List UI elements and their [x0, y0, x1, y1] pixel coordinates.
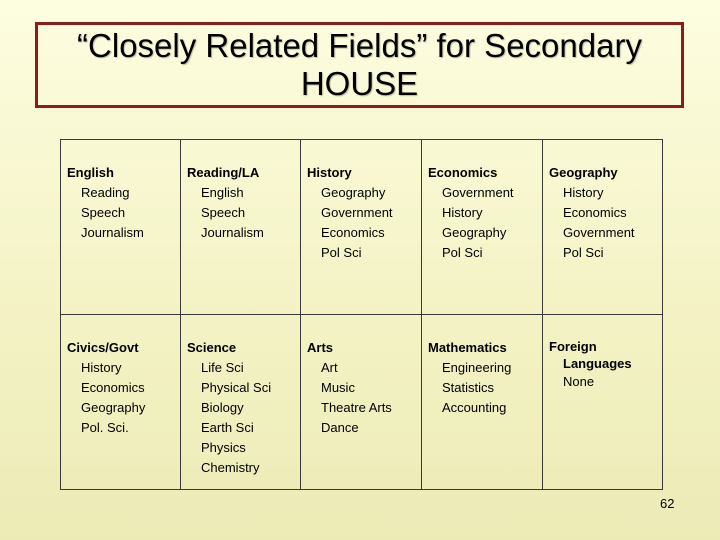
related-field: Earth Sci: [201, 420, 254, 435]
related-field: Geography: [81, 400, 146, 415]
table-cell: [301, 140, 422, 315]
table-cell: [181, 315, 301, 490]
related-field: Economics: [81, 380, 145, 395]
field-heading: Science: [187, 340, 237, 355]
fields-table: [60, 139, 663, 490]
field-heading: Civics/Govt: [67, 340, 139, 355]
table-cell: [301, 315, 422, 490]
field-heading: Economics: [428, 165, 498, 180]
related-field: None: [563, 374, 595, 389]
related-field: Government: [442, 185, 514, 200]
related-field: Geography: [321, 185, 386, 200]
related-field: Pol Sci: [321, 245, 362, 260]
related-field: Theatre Arts: [321, 400, 392, 415]
table-cell: [543, 315, 663, 490]
related-field: Physics: [201, 440, 246, 455]
related-field: Reading: [81, 185, 130, 200]
related-field: Biology: [201, 400, 244, 415]
related-field: Physical Sci: [201, 380, 272, 395]
related-field: English: [201, 185, 244, 200]
related-field: Journalism: [201, 225, 264, 240]
related-field: Pol Sci: [442, 245, 483, 260]
field-heading-line-2: Languages: [563, 356, 632, 371]
related-field: Art: [321, 360, 338, 375]
table-row: [61, 140, 663, 315]
related-field: History: [563, 185, 604, 200]
related-field: Speech: [201, 205, 246, 220]
related-field: Engineering: [442, 360, 512, 375]
related-field: Life Sci: [201, 360, 244, 375]
field-heading: English: [67, 165, 114, 180]
table-cell: [543, 140, 663, 315]
page-number: 62: [660, 496, 675, 511]
field-heading: History: [307, 165, 352, 180]
related-field: Government: [563, 225, 635, 240]
slide-title-line-1: “Closely Related Fields” for Secondary: [77, 27, 642, 64]
table-row: [61, 315, 663, 490]
related-field: Geography: [442, 225, 507, 240]
table-cell: [61, 315, 181, 490]
related-field: History: [442, 205, 483, 220]
related-field: Economics: [321, 225, 385, 240]
related-field: Pol Sci: [563, 245, 604, 260]
table-cell: [61, 140, 181, 315]
field-heading: Reading/LA: [187, 165, 260, 180]
field-heading: Arts: [307, 340, 334, 355]
table-cell: [181, 140, 301, 315]
field-heading: [549, 338, 662, 372]
slide-title-line-2: HOUSE: [300, 65, 419, 102]
related-field: Accounting: [442, 400, 507, 415]
field-heading: Geography: [549, 165, 618, 180]
field-heading-line-1: Foreign: [549, 339, 597, 354]
field-heading: Mathematics: [428, 340, 507, 355]
related-field: Economics: [563, 205, 627, 220]
related-field: Journalism: [81, 225, 144, 240]
related-field: Pol. Sci.: [81, 420, 129, 435]
title-box: [35, 22, 684, 108]
related-field: Dance: [321, 420, 359, 435]
table-cell: [422, 140, 543, 315]
related-field: Chemistry: [201, 460, 260, 475]
related-field: Statistics: [442, 380, 495, 395]
related-field: Government: [321, 205, 393, 220]
related-field: Music: [321, 380, 355, 395]
related-field: History: [81, 360, 122, 375]
table-cell: [422, 315, 543, 490]
related-field: Speech: [81, 205, 126, 220]
